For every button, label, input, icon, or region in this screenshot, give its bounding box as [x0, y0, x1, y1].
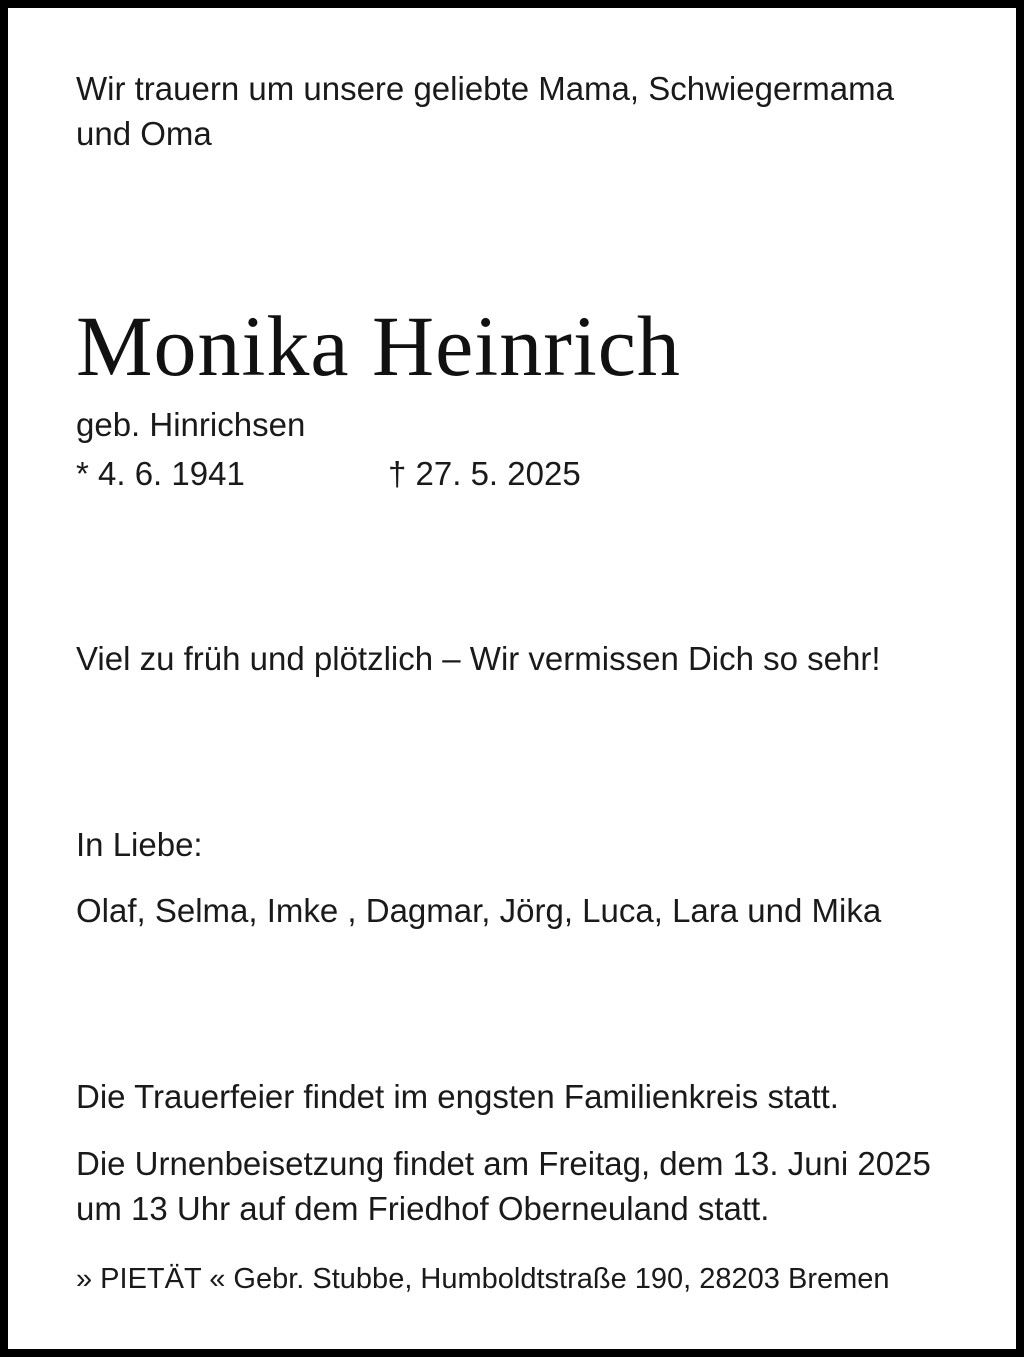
- service-info: Die Trauerfeier findet im engsten Familienkreis statt.: [76, 1078, 839, 1115]
- intro-line-2: und Oma: [76, 115, 212, 152]
- memorial-quote: Viel zu früh und plötzlich – Wir vermissen Dich so sehr!: [76, 640, 881, 677]
- maiden-name: geb. Hinrichsen: [76, 406, 306, 443]
- burial-line-1: Die Urnenbeisetzung findet am Freitag, dem 13. Juni 2025: [76, 1145, 931, 1182]
- intro-text: [76, 66, 976, 156]
- burial-info: [76, 1141, 931, 1231]
- funeral-home-info: » PIETÄT « Gebr. Stubbe, Humboldtstraße 190, 28203 Bremen: [76, 1263, 890, 1295]
- death-date: † 27. 5. 2025: [388, 455, 581, 492]
- mourners-names: Olaf, Selma, Imke , Dagmar, Jörg, Luca, Lara und Mika: [76, 892, 882, 929]
- mourners-label: In Liebe:: [76, 826, 203, 863]
- burial-line-2: um 13 Uhr auf dem Friedhof Oberneuland statt.: [76, 1190, 770, 1227]
- intro-line-1: Wir trauern um unsere geliebte Mama, Schwiegermama: [76, 70, 894, 107]
- deceased-name: Monika Heinrich: [76, 298, 681, 394]
- birth-date: * 4. 6. 1941: [76, 455, 245, 492]
